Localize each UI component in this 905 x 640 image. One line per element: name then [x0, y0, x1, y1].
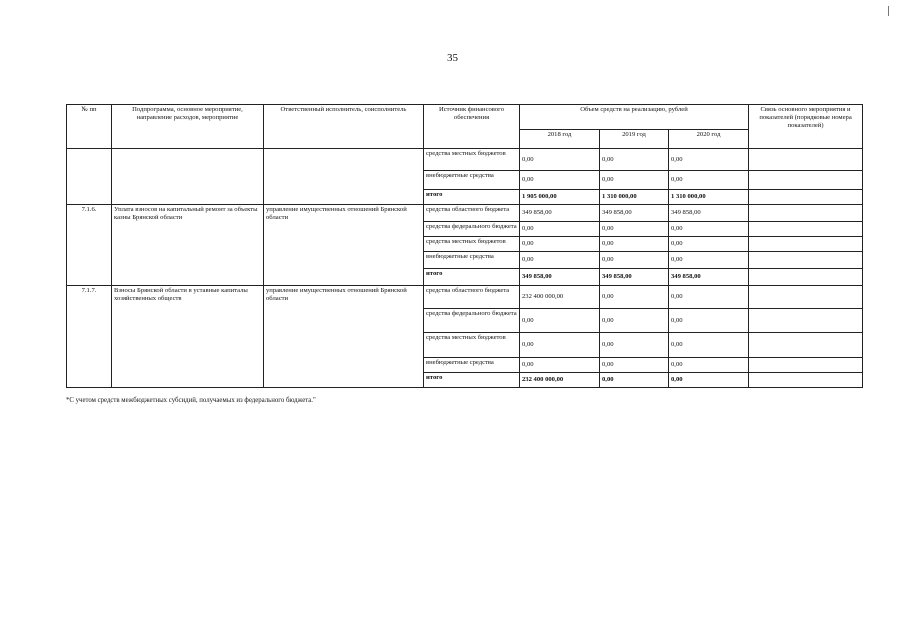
- value-2018-cell: 0,00: [520, 171, 600, 190]
- source-cell: средства местных бюджетов: [424, 149, 520, 171]
- source-cell: итого: [424, 269, 520, 286]
- link-cell: [749, 222, 863, 237]
- value-2018-cell: 0,00: [520, 309, 600, 333]
- header-num: № пп: [67, 105, 112, 149]
- source-cell: средства федерального бюджета: [424, 222, 520, 237]
- link-cell: [749, 333, 863, 358]
- value-2019-cell: 349 858,00: [600, 205, 669, 222]
- item-number: 7.1.7.: [67, 286, 112, 388]
- item-executor: управление имущественных отношений Брянской области: [264, 205, 424, 286]
- value-2020-cell: 0,00: [669, 373, 749, 388]
- value-2018-cell: 1 905 000,00: [520, 190, 600, 205]
- link-cell: [749, 269, 863, 286]
- value-2019-cell: 349 858,00: [600, 269, 669, 286]
- header-executor: Ответственный исполнитель, соисполнитель: [264, 105, 424, 149]
- link-cell: [749, 286, 863, 309]
- value-2018-cell: 0,00: [520, 333, 600, 358]
- value-2020-cell: 0,00: [669, 149, 749, 171]
- source-cell: внебюджетные средства: [424, 358, 520, 373]
- link-cell: [749, 171, 863, 190]
- header-2020: 2020 год: [669, 130, 749, 149]
- value-2018-cell: 0,00: [520, 149, 600, 171]
- value-2019-cell: 0,00: [600, 222, 669, 237]
- header-link: Связь основного мероприятия и показателей (порядковые номера показателей): [749, 105, 863, 149]
- source-cell: итого: [424, 190, 520, 205]
- source-cell: средства областного бюджета: [424, 286, 520, 309]
- page-number: 35: [447, 52, 458, 64]
- value-2018-cell: 349 858,00: [520, 205, 600, 222]
- scan-edge-mark: [888, 6, 889, 16]
- table-row: [67, 205, 863, 222]
- value-2018-cell: 232 400 000,00: [520, 373, 600, 388]
- value-2019-cell: 0,00: [600, 373, 669, 388]
- link-cell: [749, 252, 863, 269]
- link-cell: [749, 309, 863, 333]
- source-cell: итого: [424, 373, 520, 388]
- value-2018-cell: 0,00: [520, 222, 600, 237]
- table-row: [67, 149, 863, 171]
- value-2019-cell: 1 310 000,00: [600, 190, 669, 205]
- link-cell: [749, 373, 863, 388]
- value-2020-cell: 0,00: [669, 171, 749, 190]
- value-2019-cell: 0,00: [600, 149, 669, 171]
- item-name: Взносы Брянской области в уставные капиталы хозяйственных обществ: [112, 286, 264, 388]
- num-cell: [67, 149, 112, 205]
- header-2018: 2018 год: [520, 130, 600, 149]
- item-executor: управление имущественных отношений Брянской области: [264, 286, 424, 388]
- value-2018-cell: 0,00: [520, 237, 600, 252]
- header-2019: 2019 год: [600, 130, 669, 149]
- value-2020-cell: 0,00: [669, 237, 749, 252]
- table-row: [67, 286, 863, 309]
- link-cell: [749, 190, 863, 205]
- value-2020-cell: 0,00: [669, 358, 749, 373]
- link-cell: [749, 237, 863, 252]
- budget-table: [66, 104, 863, 388]
- source-cell: внебюджетные средства: [424, 252, 520, 269]
- value-2018-cell: 232 400 000,00: [520, 286, 600, 309]
- source-cell: средства местных бюджетов: [424, 237, 520, 252]
- value-2020-cell: 349 858,00: [669, 205, 749, 222]
- executor-cell: [264, 149, 424, 205]
- value-2019-cell: 0,00: [600, 237, 669, 252]
- item-number: 7.1.6.: [67, 205, 112, 286]
- table-body: [67, 149, 863, 388]
- program-cell: [112, 149, 264, 205]
- source-cell: внебюджетные средства: [424, 171, 520, 190]
- value-2020-cell: 0,00: [669, 286, 749, 309]
- value-2020-cell: 0,00: [669, 309, 749, 333]
- header-program: Подпрограмма, основное мероприятие, направление расходов, мероприятие: [112, 105, 264, 149]
- value-2020-cell: 0,00: [669, 252, 749, 269]
- value-2018-cell: 0,00: [520, 358, 600, 373]
- value-2020-cell: 349 858,00: [669, 269, 749, 286]
- value-2019-cell: 0,00: [600, 286, 669, 309]
- value-2019-cell: 0,00: [600, 171, 669, 190]
- footnote: *С учетом средств межбюджетных субсидий, получаемых из федерального бюджета.": [66, 397, 316, 404]
- source-cell: средства федерального бюджета: [424, 309, 520, 333]
- link-cell: [749, 149, 863, 171]
- value-2020-cell: 0,00: [669, 222, 749, 237]
- value-2020-cell: 1 310 000,00: [669, 190, 749, 205]
- value-2018-cell: 0,00: [520, 252, 600, 269]
- value-2020-cell: 0,00: [669, 333, 749, 358]
- value-2018-cell: 349 858,00: [520, 269, 600, 286]
- value-2019-cell: 0,00: [600, 358, 669, 373]
- item-name: Уплата взносов на капитальный ремонт за объекты казны Брянской области: [112, 205, 264, 286]
- link-cell: [749, 358, 863, 373]
- source-cell: средства местных бюджетов: [424, 333, 520, 358]
- header-volume: Объем средств на реализацию, рублей: [520, 105, 749, 130]
- value-2019-cell: 0,00: [600, 252, 669, 269]
- source-cell: средства областного бюджета: [424, 205, 520, 222]
- header-source: Источник финансового обеспечения: [424, 105, 520, 149]
- value-2019-cell: 0,00: [600, 309, 669, 333]
- value-2019-cell: 0,00: [600, 333, 669, 358]
- link-cell: [749, 205, 863, 222]
